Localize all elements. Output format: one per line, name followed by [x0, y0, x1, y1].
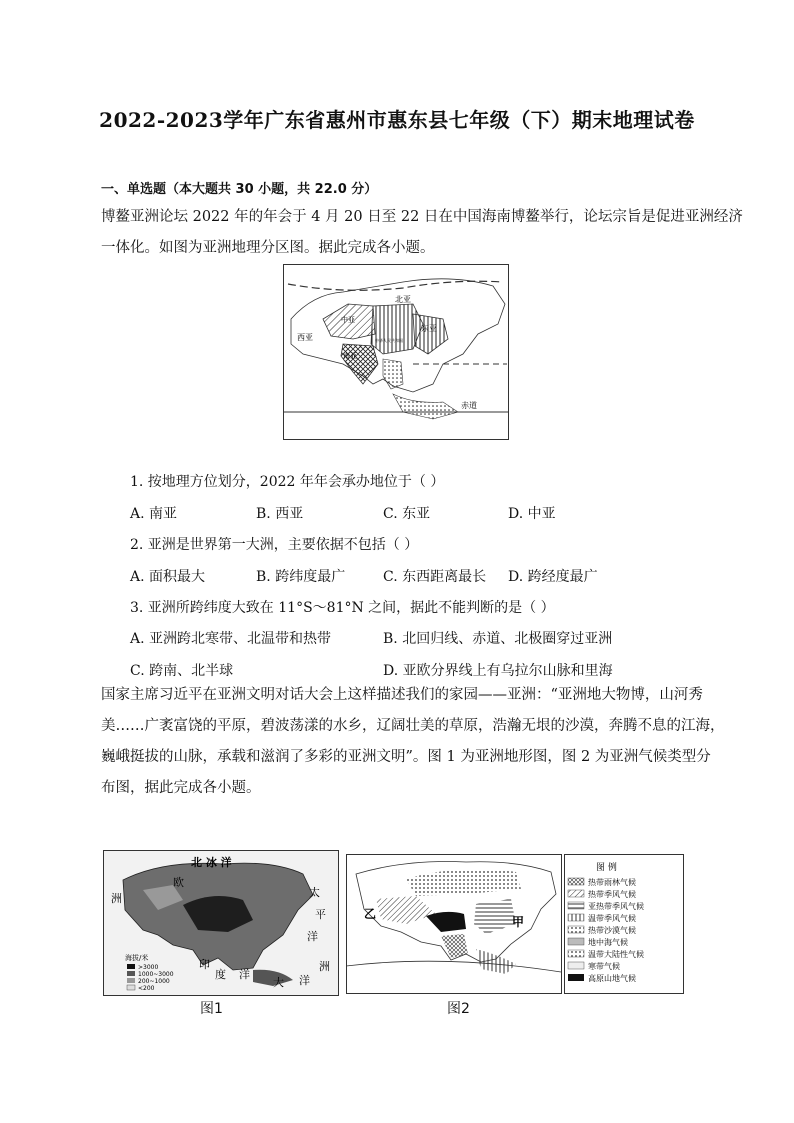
figure-1-terrain-map	[103, 850, 339, 996]
asia-region-map	[283, 264, 509, 440]
fig2-marker-jia: 甲	[512, 915, 525, 929]
fig2-marker-yi: 乙	[364, 907, 377, 921]
q1-option-c[interactable]: C. 东亚	[383, 506, 431, 522]
q2-option-a[interactable]: A. 面积最大	[130, 569, 206, 585]
fig2-legend-6: 地中海气候	[588, 938, 628, 947]
fig2-legend-swatch-1	[568, 878, 584, 885]
label-west-asia: 西亚	[297, 333, 313, 342]
q3-option-b[interactable]: B. 北回归线、赤道、北极圈穿过亚洲	[383, 631, 613, 647]
fig2-legend-5: 热带沙漠气候	[588, 926, 636, 935]
fig1-label-da: 大	[273, 976, 284, 989]
intro2-line4: 布图，据此完成各小题。	[101, 780, 261, 796]
fig1-legend-swatch-2	[127, 971, 135, 976]
fig2-legend-7: 温带大陆性气候	[588, 950, 644, 959]
fig2-legend-swatch-8	[568, 962, 584, 969]
fig1-label-europe: 欧	[173, 876, 184, 889]
question-2-stem: 2. 亚洲是世界第一大洲，主要依据不包括（ ）	[130, 537, 419, 553]
fig1-label-du: 度	[215, 968, 226, 981]
question-3-stem: 3. 亚洲所跨纬度大致在 11°S～81°N 之间，据此不能判断的是（ ）	[130, 600, 555, 616]
label-east-asia: 东亚	[421, 324, 437, 333]
fig1-label-oceania-zhou: 洲	[319, 960, 330, 973]
q3-option-a[interactable]: A. 亚洲跨北寒带、北温带和热带	[130, 631, 332, 647]
fig1-legend-swatch-4	[127, 985, 135, 990]
fig1-legend-3: 200~1000	[138, 978, 170, 985]
q3-option-c[interactable]: C. 跨南、北半球	[130, 663, 234, 679]
label-north-asia: 北亚	[395, 295, 411, 304]
label-south-asia: 南亚	[343, 352, 357, 360]
intro1-line1: 博鳌亚洲论坛 2022 年的年会于 4 月 20 日至 22 日在中国海南博鳌举行，论坛宗旨是促进亚洲经济	[101, 209, 743, 225]
fig1-label-yang: 洋	[307, 930, 318, 943]
q2-option-b[interactable]: B. 跨纬度最广	[256, 569, 346, 585]
fig2-legend-swatch-5	[568, 926, 584, 933]
fig1-label-zhou: 洲	[111, 892, 122, 905]
fig1-label-oceania-yang: 洋	[299, 974, 310, 987]
fig2-legend-swatch-6	[568, 938, 584, 945]
fig1-label-tai: 太	[309, 886, 320, 899]
figure-1-caption: 图1	[200, 1001, 223, 1017]
page-title: 2022-2023学年广东省惠州市惠东县七年级（下）期末地理试卷	[99, 108, 695, 132]
intro2-line2: 美……广袤富饶的平原，碧波荡漾的水乡，辽阔壮美的草原，浩瀚无垠的沙漠，奔腾不息的江海，	[101, 718, 725, 734]
fig2-legend-8: 寒带气候	[588, 962, 620, 971]
fig2-legend-frame	[565, 855, 684, 994]
fig1-label-arctic: 北 冰 洋	[191, 856, 232, 869]
fig1-legend-swatch-1	[127, 964, 135, 969]
section-heading: 一、单选题（本大题共 30 小题，共 22.0 分）	[101, 182, 378, 197]
q3-option-d[interactable]: D. 亚欧分界线上有乌拉尔山脉和里海	[383, 663, 613, 679]
fig2-legend-swatch-3	[568, 902, 584, 909]
fig1-legend-title: 海拔/米	[125, 954, 149, 962]
fig2-legend-swatch-4	[568, 914, 584, 921]
fig2-legend-3: 亚热带季风气候	[588, 902, 644, 911]
fig2-legend-2: 热带季风气候	[588, 890, 636, 899]
fig1-label-yin: 印	[199, 958, 210, 971]
q1-option-b[interactable]: B. 西亚	[256, 506, 304, 522]
fig2-legend-swatch-9	[568, 974, 584, 981]
figure-2-climate-map	[346, 854, 684, 994]
q2-option-d[interactable]: D. 跨经度最广	[508, 569, 598, 585]
label-equator: 赤道	[461, 401, 477, 410]
fig1-legend-2: 1000~3000	[138, 971, 174, 978]
fig2-legend-title: 图 例	[596, 863, 617, 873]
label-central-asia: 中亚	[341, 316, 355, 324]
fig2-legend-4: 温带季风气候	[588, 914, 636, 923]
question-1-stem: 1. 按地理方位划分，2022 年年会承办地位于（ ）	[130, 474, 445, 490]
intro2-line1: 国家主席习近平在亚洲文明对话大会上这样描述我们的家园——亚洲：“亚洲地大物博，山河秀	[101, 687, 703, 703]
fig1-legend-4: <200	[138, 985, 155, 992]
fig1-legend-swatch-3	[127, 978, 135, 983]
fig1-legend-1: >3000	[138, 964, 159, 971]
intro-paragraph-1	[101, 202, 743, 264]
fig2-legend-9: 高原山地气候	[588, 974, 636, 983]
fig1-label-ping: 平	[315, 908, 326, 921]
q2-option-c[interactable]: C. 东西距离最长	[383, 569, 487, 585]
figure-2-caption: 图2	[447, 1001, 470, 1017]
q1-option-d[interactable]: D. 中亚	[508, 506, 556, 522]
fig1-label-indian-yang: 洋	[239, 968, 250, 981]
intro1-line2: 一体化。如图为亚洲地理分区图。据此完成各小题。	[101, 240, 435, 256]
intro-paragraph-2	[101, 680, 725, 804]
fig2-legend-1: 热带雨林气候	[588, 878, 636, 887]
intro2-line3: 巍峨挺拔的山脉，承载和滋润了多彩的亚洲文明”。图 1 为亚洲地形图，图 2 为亚洲气候类型分	[101, 749, 711, 765]
q1-option-a[interactable]: A. 南亚	[130, 506, 178, 522]
fig2-legend-swatch-7	[568, 950, 584, 957]
label-china: 中华人民共和国	[375, 338, 403, 343]
fig2-legend-swatch-2	[568, 890, 584, 897]
